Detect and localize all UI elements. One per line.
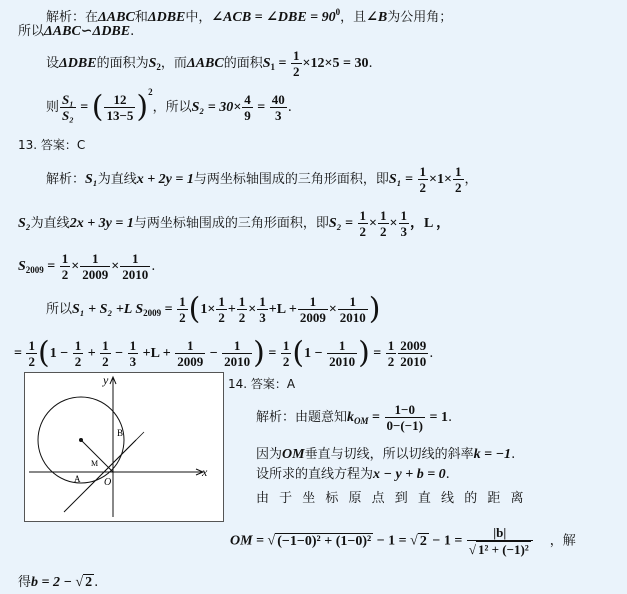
text: 设所求的直线方程为 [256,467,374,482]
numerator: 1 [359,208,367,223]
numerator: 1 [380,208,387,223]
denominator: 2010 [400,354,427,369]
math: ∠B [366,10,388,25]
denominator: 2 [102,354,109,369]
text: 因为 [256,447,283,462]
math: ΔABC [186,56,224,71]
text: ，所以 [152,100,192,115]
label-o: O [104,477,112,488]
text: . [151,259,156,274]
numerator: 1 [327,338,357,354]
math: × [389,216,398,231]
fraction [73,338,84,369]
math: S₁ = [388,172,417,187]
text: 为公用角； [387,10,453,25]
numerator: 1 [419,164,427,179]
math: k [347,410,355,425]
text: . [445,467,450,482]
denominator: 3 [400,224,407,239]
math: × [248,302,257,317]
numerator: 1 [28,338,35,353]
subscript: OM [354,416,369,426]
text: 的面积为 [96,56,149,71]
numerator: 1 [282,338,290,353]
math: S₁ + S₂ +L S [72,302,144,317]
math: − [206,346,222,361]
math: ΔABC∽ΔDBE [44,24,131,39]
numerator: 1 [338,294,368,310]
math: − 1 = [428,533,466,549]
math: × [328,302,337,317]
denominator: 2009 [177,354,204,369]
math: S₁ [85,172,98,187]
text: 设 [46,56,60,71]
math: = [369,346,385,361]
denominator: 0−(−1) [386,418,423,433]
math: 2x + 3y = 1 [69,216,134,231]
math: = [14,346,26,361]
subscript: 1 [270,62,276,72]
text: ，解 [549,533,576,549]
numerator: 1 [238,294,246,309]
numerator: 12 [104,92,135,108]
p12-line-2 [18,24,134,40]
numerator: 1 [129,338,137,353]
denominator: 2010 [329,354,356,369]
text: 解析： [46,172,86,187]
p14-line-4: 由 于 坐 标 原 点 到 直 线 的 距 离 [256,491,524,506]
math: S₂ = [328,216,357,231]
text: 解析：由题意知 [256,410,348,425]
p13-line-2 [18,208,450,239]
p12-line-3 [46,48,373,79]
math: +L + [268,302,297,317]
numerator: 1 [175,338,205,354]
text: 垂直与切线，所以切线的斜率 [304,447,474,462]
numerator: 1 [222,338,252,354]
denominator: 2010 [224,354,251,369]
text: 中， [185,10,212,25]
denominator: 3 [129,354,137,369]
text: 与两坐标轴围成的三角形面积，即 [193,172,389,187]
p14-line-6 [18,574,98,591]
fraction [80,251,110,282]
math: x − y + b = 0 [373,467,446,482]
p12-line-4 [46,84,292,123]
text: 所以 [18,24,45,39]
fraction [175,338,205,369]
numerator: 1−0 [385,402,425,418]
fraction [398,338,428,369]
math: = [368,410,384,425]
math: k = −1 [473,447,512,462]
math: × [71,259,80,274]
math: + [227,302,236,317]
math: = [161,302,177,317]
text: . [511,447,516,462]
denominator: 2 [282,354,290,369]
fraction [385,402,425,433]
paren-close: ) [136,89,149,125]
denominator: 2010 [122,267,149,282]
math: b = 2 − [31,575,76,590]
text: 得 [18,575,32,590]
numerator: S₁ [62,92,74,107]
denominator: 2 [293,64,300,79]
text: . [287,100,292,115]
math: S [148,56,157,71]
label-a: A [74,474,81,484]
fraction [237,294,248,325]
sqrt-sign: √ [267,533,276,549]
denominator: 2 [61,267,69,282]
numerator: 1 [455,164,462,179]
fraction [100,338,111,369]
math: 1× [200,302,216,317]
superscript: 0 [335,7,341,17]
radicand: 2 [419,533,427,549]
sqrt-sign: √ [75,575,84,590]
math: ΔDBE [59,56,97,71]
text: 为直线 [97,172,137,187]
denominator: 2 [218,310,225,325]
text: ， [464,172,478,187]
text: 则 [46,100,60,115]
paren-open: ( [91,89,104,125]
p13-line-1 [46,164,478,195]
p13-line-3 [18,251,155,282]
numerator: |b| [467,525,533,541]
fraction [291,48,302,79]
math: × [111,259,120,274]
denominator: 2009 [299,310,326,325]
math: S [18,259,26,274]
denominator: 3 [259,310,266,325]
fraction [399,208,410,239]
paren-close: ) [368,291,381,327]
math: = [76,100,92,115]
fraction [386,338,397,369]
p14-line-3 [256,467,450,483]
p14-line-5 [230,525,576,557]
math: + [84,346,100,361]
denominator: 3 [275,108,282,123]
denominator: 2 [28,354,35,369]
numerator: 1 [120,251,150,267]
paren-open: ( [37,335,50,371]
math: = [253,100,269,115]
numerator: 1 [298,294,328,310]
numerator: 1 [61,251,69,266]
fraction [216,294,227,325]
math: = [43,259,59,274]
math: − 1 = [373,533,411,549]
math: ×1× [429,172,453,187]
denominator: S₂ [62,108,74,123]
math: S₂ [18,216,31,231]
label-x: x [202,465,208,479]
denominator: 2 [179,310,186,325]
subscript: 2009 [25,265,44,275]
fraction [104,92,135,123]
math: S₂ = 30× [191,100,242,115]
numerator: 1 [80,251,110,267]
numerator: 2009 [400,338,427,353]
text: . [447,410,453,425]
denominator: √ 1² + (−1)² [468,542,529,557]
denominator: 2 [455,180,462,195]
numerator: 1 [293,48,300,63]
math: +L + [139,346,175,361]
denominator: 2 [74,354,82,369]
fraction [378,208,389,239]
math: ×12×5 = 30 [302,56,369,71]
fraction [120,251,150,282]
denominator: 2 [359,224,367,239]
p12-line-1 [46,4,452,26]
fraction [128,338,139,369]
text: . [368,56,373,71]
fraction [418,164,429,195]
fraction [298,294,328,325]
denominator: 2009 [82,267,109,282]
math: OM [230,533,253,549]
radicand: 1² + (−1)² [477,542,529,557]
fraction [26,338,37,369]
numerator: 1 [179,294,186,309]
label-b: B [117,428,124,438]
text: 为直线 [30,216,70,231]
fraction [453,164,464,195]
paren-close: ) [358,335,370,371]
fraction [338,294,368,325]
numerator: 40 [271,92,285,107]
fraction [222,338,252,369]
numerator: 4 [244,92,251,107]
math: − [111,346,127,361]
math: × [369,216,378,231]
math: = [264,346,280,361]
denominator: 13−5 [106,108,134,123]
fraction [257,294,268,325]
math: 1 − [49,346,72,361]
fraction [281,338,292,369]
p14-answer: 14. 答案：A [228,377,296,391]
paren-open: ( [292,335,305,371]
math: OM [282,447,305,462]
math: = [252,533,268,549]
label-y: y [103,373,109,387]
paren-close: ) [253,335,265,371]
math: ΔDBE [147,10,186,25]
fraction [242,92,253,123]
fraction [327,338,357,369]
text: 的面积 [223,56,263,71]
radicand: 2 [85,575,93,590]
text: 与两坐标轴围成的三角形面积，即 [133,216,329,231]
fraction [358,208,369,239]
p13-line-5 [14,335,434,371]
p14-line-1 [256,402,452,433]
p14-line-2 [256,447,515,463]
subscript: 2 [156,62,161,72]
text: 解析：在 [46,10,99,25]
geometry-figure [24,372,224,522]
denominator: 2 [419,180,427,195]
math: S [262,56,271,71]
sqrt-sign: √ [410,533,418,549]
paren-open: ( [188,291,201,327]
fraction [270,92,287,123]
numerator: 1 [218,294,225,309]
numerator: 1 [259,294,266,309]
denominator: 2 [238,310,246,325]
math: x + 2y = 1 [136,172,194,187]
denominator: 2 [387,354,395,369]
p13-line-4 [46,291,381,327]
math: ΔABC [98,10,135,25]
text: 和 [134,10,148,25]
math: = 1 [426,410,448,425]
text: . [94,575,99,590]
superscript: 2 [148,87,153,97]
radicand: (−1−0)² + (1−0)² [277,533,372,549]
text: ，且 [340,10,367,25]
numerator: 1 [74,338,82,353]
fraction [467,525,533,557]
text: ，而 [160,56,187,71]
fraction [60,251,71,282]
math: = [275,56,291,71]
text: . [429,346,434,361]
figure-frame [25,373,224,522]
numerator: 1 [400,208,407,223]
denominator: 9 [244,108,251,123]
numerator: 1 [102,338,109,353]
math: 1 − [304,346,327,361]
fraction [60,92,76,123]
label-m: M [91,459,99,468]
denominator: 2010 [339,310,366,325]
text: 所以 [46,302,73,317]
text: . [130,24,135,39]
subscript: 2009 [143,308,162,318]
math: ∠ACB = ∠DBE = 90 [211,10,336,25]
denominator: 2 [380,224,387,239]
text: ，L ， [410,216,451,231]
numerator: 1 [387,338,395,353]
fraction [177,294,188,325]
p13-answer: 13. 答案：C [18,138,86,152]
